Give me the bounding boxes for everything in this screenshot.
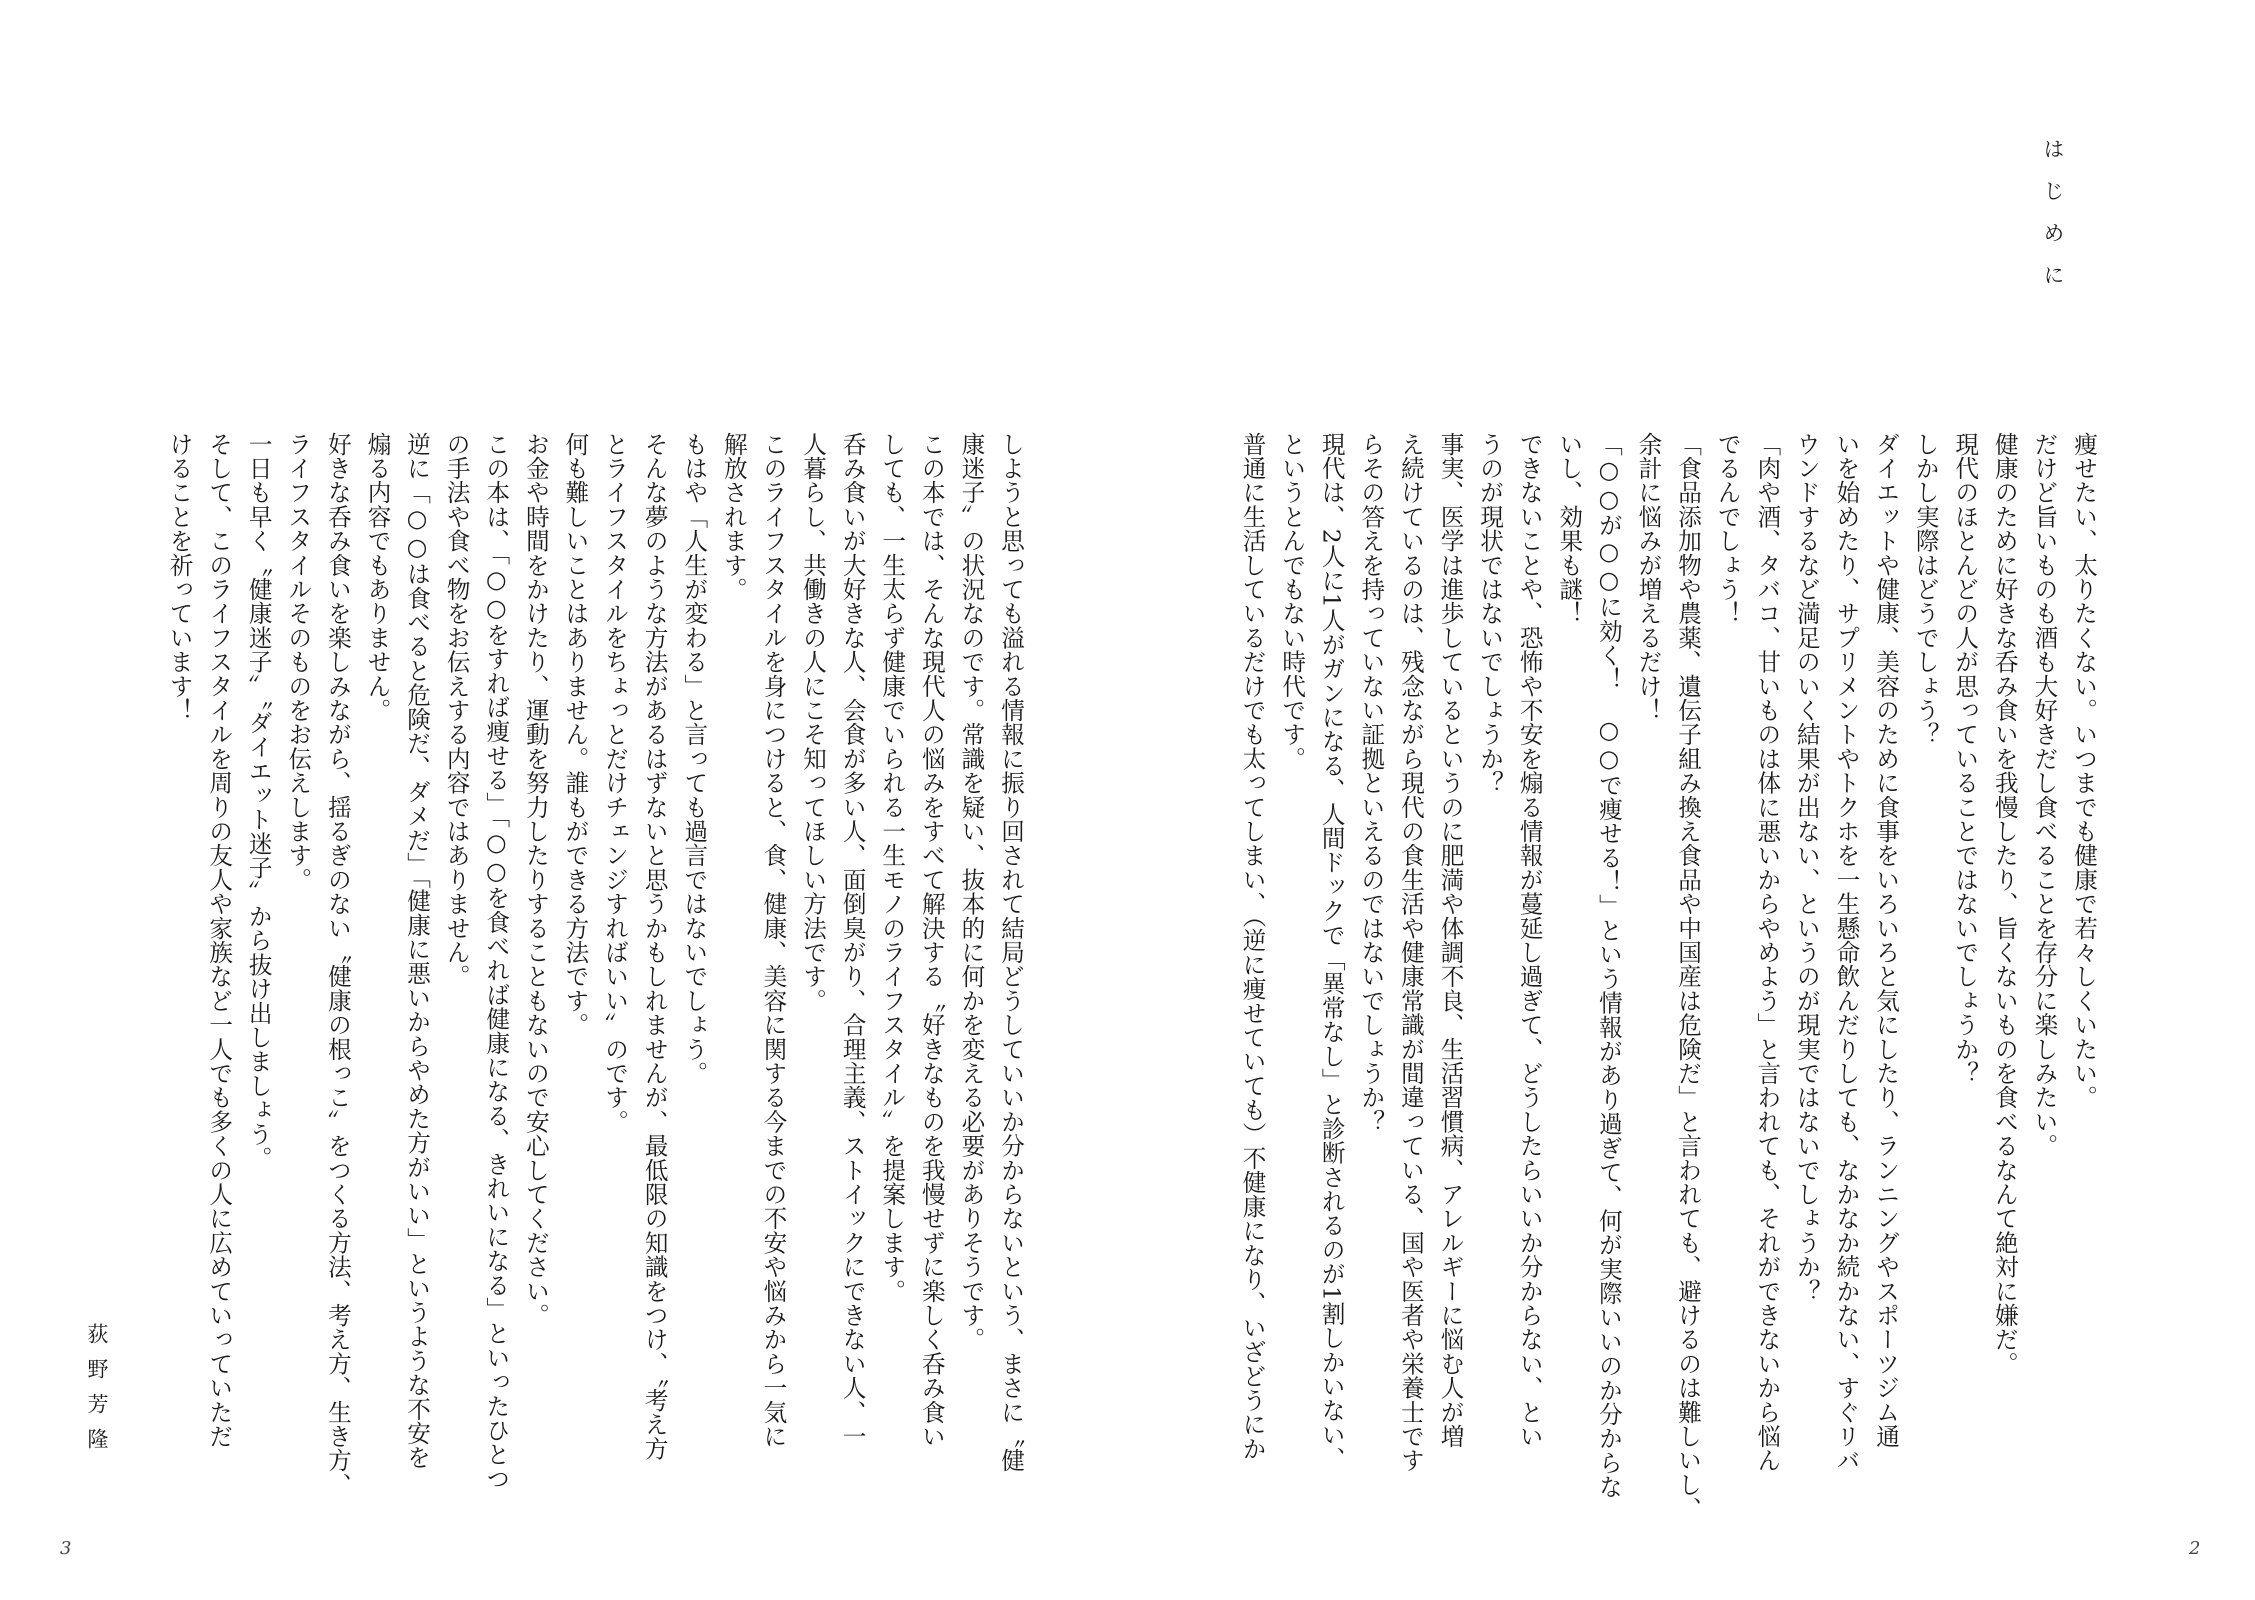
body-line: 「○○が○○に効く！ ○○で痩せる！」という情報があり過ぎて、何が実際いいのか分からな — [1594, 432, 1623, 1499]
page-number-right: 2 — [2189, 1538, 2201, 1559]
body-line: 逆に「○○は食べると危険だ、ダメだ」「健康に悪いからやめた方がいい」というような不安を — [403, 432, 432, 1470]
body-line: の手法や食べ物をお伝えする内容ではありません。 — [442, 432, 471, 989]
body-line: 健康のために好きな呑み食いを我慢したり、旨くないものを食べるなんて絶対に嫌だ。 — [1990, 432, 2019, 1376]
left-page-body — [110, 432, 1030, 1497]
body-line: 康迷子〟の状況なのです。常識を疑い、抜本的に何かを変える必要がありそうです。 — [957, 432, 986, 1352]
left-page — [0, 0, 1127, 1600]
body-line: このライフスタイルを身につけると、食、健康、美容に関する今までの不安や悩みから一気に — [759, 432, 788, 1449]
body-line: いを始めたり、サプリメントやトクホを一生懸命飲んだりしても、なかなか続かない、すぐリバ — [1832, 432, 1861, 1473]
body-line: 事実、医学は進歩しているというのに肥満や体調不良、生活習慣病、アレルギーに悩む人が増 — [1436, 432, 1465, 1449]
right-page-body — [1238, 432, 2103, 1521]
body-line: しても、一生太らず健康でいられる一生モノのライフスタイル〟を提案します。 — [878, 432, 907, 1304]
body-line: お金や時間をかけたり、運動を努力したりすることもないので安心してください。 — [521, 432, 550, 1328]
body-line: だけど旨いものも酒も大好きだし食べることを存分に楽しみたい。 — [2030, 432, 2059, 1158]
body-line: しようと思っても溢れる情報に振り回されて結局どうしていいか分からないという、まさに〝健 — [997, 432, 1025, 1473]
body-line: 煽る内容でもありません。 — [363, 432, 392, 723]
body-line: 人暮らし、共働きの人にこそ知ってほしい方法です。 — [799, 432, 828, 1013]
body-line: 現代のほとんどの人が思っていることではないでしょうか？ — [1951, 432, 1980, 1086]
body-line: ライフスタイルそのものをお伝えします。 — [284, 432, 313, 892]
body-line: らその答えを持っていない証拠といえるのではないでしょうか？ — [1357, 432, 1386, 1134]
body-line: この本は、「○○をすれば痩せる」「○○を食べれば健康になる、きれいになる」といったひとつ — [482, 432, 511, 1491]
body-line: うのが現状ではないでしょうか？ — [1476, 432, 1505, 795]
body-line: もはや「人生が変わる」と言っても過言ではないでしょう。 — [680, 432, 709, 1086]
author-name: 荻野芳隆 — [85, 1323, 109, 1463]
body-line: できないことや、恐怖や不安を煽る情報が蔓延し過ぎて、どうしたらいいか分からない、とい — [1515, 432, 1544, 1449]
body-line: 普通に生活しているだけでも太ってしまい、（逆に痩せていても）不健康になり、いざどうにか — [1238, 432, 1267, 1461]
body-line: いし、効果も謎！ — [1555, 432, 1584, 626]
body-line: 痩せたい、太りたくない。いつまでも健康で若々しくいたい。 — [2070, 432, 2098, 1110]
body-line: 好きな呑み食いを楽しみながら、揺るぎのない〝健康の根っこ〟をつくる方法、考え方、生き方、 — [323, 432, 352, 1497]
body-line: けることを祈っています！ — [165, 432, 194, 723]
body-line: ダイエットや健康、美容のために食事をいろいろと気にしたり、ランニングやスポーツジム通 — [1872, 432, 1901, 1449]
body-line: 呑み食いが大好きな人、会食が多い人、面倒臭がり、合理主義、ストイックにできない人、一 — [838, 432, 867, 1449]
body-line: この本では、そんな現代人の悩みをすべて解決する〝好きなものを我慢せずに楽しく呑み食い — [917, 432, 946, 1449]
body-line: 余計に悩みが増えるだけ！ — [1634, 432, 1663, 723]
body-line: 何も難しいことはありません。誰もができる方法です。 — [561, 432, 590, 1037]
body-line: 一日も早く〝健康迷子〟〝ダイエット迷子〟から抜け出しましょう。 — [244, 432, 273, 1171]
body-line: え続けているのは、残念ながら現代の食生活や健康常識が間違っている、国や医者や栄養士です — [1396, 432, 1425, 1473]
body-line: というとんでもない時代です。 — [1278, 432, 1307, 771]
right-page — [1127, 0, 2255, 1600]
body-line: そんな夢のような方法があるはずないと思うかもしれませんが、最低限の知識をつけ、〝考え方 — [640, 432, 669, 1461]
body-line: 「肉や酒、タバコ、甘いものは体に悪いからやめよう」と言われても、それができないから悩ん — [1753, 432, 1782, 1473]
body-line: とライフスタイルをちょっとだけチェンジすればいい〟のです。 — [601, 432, 630, 1134]
body-line: 解放されます。 — [719, 432, 748, 602]
body-line: でるんでしょう！ — [1713, 432, 1742, 626]
body-line: 現代は、2人に1人がガンになる、人間ドックで「異常なし」と診断されるのが1割しかいない、 — [1317, 432, 1346, 1472]
body-line: 「食品添加物や農薬、遺伝子組み換え食品や中国産は危険だ」と言われても、避けるのは難しいし、 — [1674, 432, 1703, 1521]
body-line: しかし実際はどうでしょう？ — [1911, 432, 1940, 747]
chapter-title: はじめに — [2041, 138, 2065, 306]
body-line: そして、このライフスタイルを周りの友人や家族など一人でも多くの人に広めていっていただ — [205, 432, 234, 1449]
body-line: ウンドするなど満足のいく結果が出ない、というのが現実ではないでしょうか？ — [1792, 432, 1821, 1304]
page-number-left: 3 — [60, 1538, 72, 1559]
